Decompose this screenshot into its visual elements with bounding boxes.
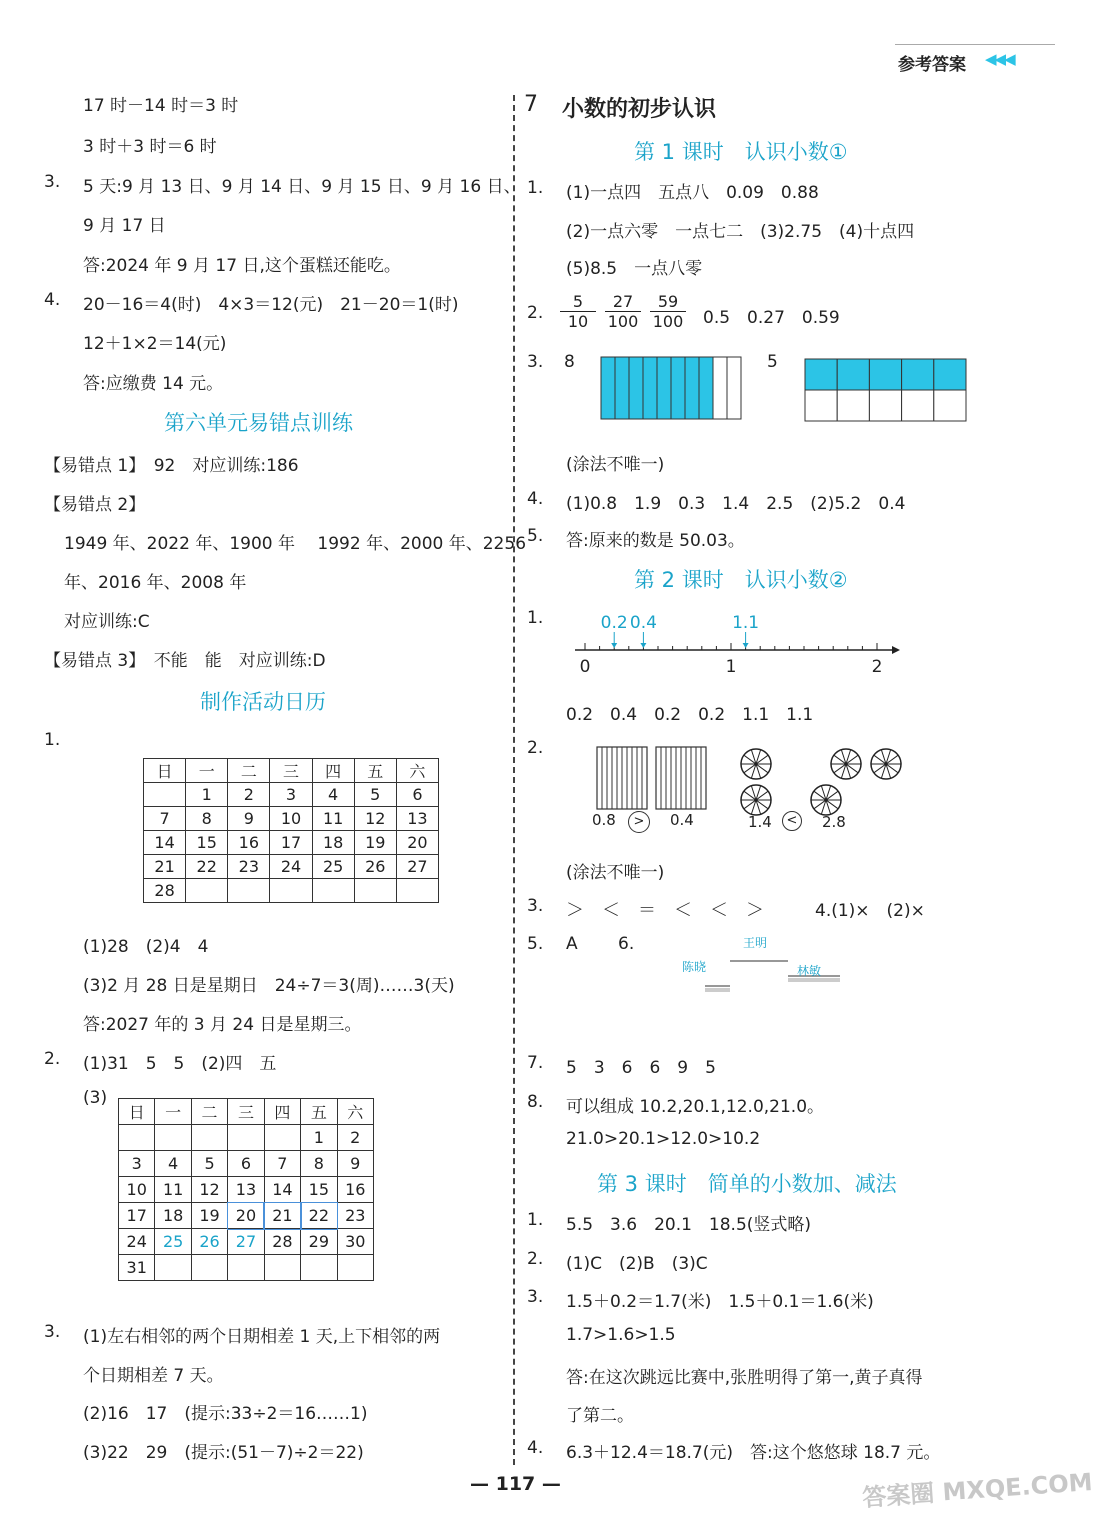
fraction-numerator: 27	[605, 292, 641, 312]
calendar-cell: 14	[264, 1177, 300, 1203]
tick-label: 0	[579, 657, 591, 677]
calendar-cell: 22	[301, 1203, 337, 1229]
cal-q2-number: 2.	[44, 1049, 61, 1069]
cal-q1-a: (1)28 (2)4 4	[83, 937, 209, 957]
calendar-cell: 26	[191, 1229, 227, 1255]
cal-q2-b: (3)	[83, 1088, 108, 1108]
r1-number: 1.	[527, 178, 544, 198]
t2-text: (1)C (2)B (3)C	[566, 1254, 708, 1274]
mark-arrowhead	[640, 643, 646, 648]
calendar-cell	[396, 879, 438, 903]
fraction	[650, 292, 686, 331]
calendar-cell: 27	[396, 855, 438, 879]
s7-text: 5 3 6 6 9 5	[566, 1058, 716, 1078]
r2-number: 2.	[527, 303, 544, 323]
s7-number: 7.	[527, 1053, 544, 1073]
grid-cell	[837, 359, 869, 390]
cal-q2-a: (1)31 5 5 (2)四 五	[83, 1054, 277, 1074]
calendar-cell: 16	[228, 831, 270, 855]
calendar-header-cell: 五	[354, 759, 396, 783]
calendar-cell: 28	[264, 1229, 300, 1255]
calendar-cell: 10	[270, 807, 312, 831]
r3-label-b: 5	[767, 352, 778, 372]
s4-text: 4.(1)× (2)×	[815, 901, 925, 921]
grid-cell	[934, 359, 966, 390]
s8-b: 21.0>20.1>12.0>10.2	[566, 1129, 761, 1149]
calendar-cell: 8	[301, 1151, 337, 1177]
q4-number: 4.	[44, 290, 61, 310]
fraction-denominator: 100	[607, 312, 639, 331]
calendar-cell: 12	[354, 807, 396, 831]
calendar-cell	[228, 1125, 264, 1151]
calendar-cell: 2	[337, 1125, 373, 1151]
grid-cell	[869, 390, 901, 421]
header-arrows-icon: ◀◀◀	[985, 50, 1014, 68]
calendar-row	[119, 1099, 374, 1125]
grid-cell	[902, 359, 934, 390]
q3-answer: 答:2024 年 9 月 17 日,这个蛋糕还能吃。	[83, 256, 401, 276]
wheel-circles	[736, 744, 911, 819]
calendar-header-cell: 五	[301, 1099, 337, 1125]
calendar-row	[119, 1229, 374, 1255]
s2-compare-1: >	[628, 811, 650, 833]
calendar-cell: 26	[354, 855, 396, 879]
grid-cell	[934, 390, 966, 421]
calendar-cell	[337, 1255, 373, 1281]
calendar-cell: 1	[186, 783, 228, 807]
cal-q3-d: (3)22 29 (提示:(51－7)÷2＝22)	[83, 1443, 364, 1463]
calendar-cell	[144, 783, 186, 807]
s3-number: 3.	[527, 896, 544, 916]
mark-label: 1.1	[732, 613, 760, 633]
s3-text: ＞ ＜ ＝ ＜ ＜ ＞	[566, 900, 764, 921]
column-divider	[513, 95, 515, 1465]
grid-cell	[869, 359, 901, 390]
calendar-cell	[119, 1125, 155, 1151]
r5-text: 答:原来的数是 50.03。	[566, 531, 745, 551]
s5-text: A	[566, 934, 578, 954]
lesson-3-title: 第 3 课时 简单的小数加、减法	[597, 1172, 897, 1196]
grid-strip	[657, 357, 671, 419]
s2-right-1: 0.4	[670, 811, 694, 829]
grid-strip	[615, 357, 629, 419]
q4-line-a: 20－16＝4(时) 4×3＝12(元) 21－20＝1(时)	[83, 295, 459, 315]
t1-number: 1.	[527, 1210, 544, 1230]
line-1: 17 时－14 时＝3 时	[83, 96, 239, 116]
t2-number: 2.	[527, 1249, 544, 1269]
s2-number: 2.	[527, 738, 544, 758]
r3-number: 3.	[527, 352, 544, 372]
calendar-cell	[264, 1255, 300, 1281]
calendar-cell: 25	[155, 1229, 191, 1255]
chapter-number: 7	[524, 92, 538, 117]
s2-left-1: 0.8	[592, 811, 616, 829]
calendar-header-cell: 四	[264, 1099, 300, 1125]
error-point-1: 【易错点 1】 92 对应训练:186	[44, 456, 299, 476]
grid-cell	[902, 390, 934, 421]
grid-cell	[805, 359, 837, 390]
header-rule	[895, 44, 1055, 45]
r2-decimals: 0.5 0.27 0.59	[703, 308, 840, 328]
q3-line-b: 9 月 17 日	[83, 216, 166, 236]
calendar-cell: 10	[119, 1177, 155, 1203]
fraction-denominator: 10	[567, 312, 589, 331]
mark-label: 0.4	[629, 613, 657, 633]
calendar-cell	[264, 1125, 300, 1151]
calendar-cell	[228, 879, 270, 903]
calendar-header-cell: 六	[396, 759, 438, 783]
calendar-row	[144, 879, 439, 903]
calendar-cell: 6	[228, 1151, 264, 1177]
calendar-cell: 22	[186, 855, 228, 879]
grid-strip	[601, 357, 615, 419]
s2-compare-2: <	[782, 811, 802, 831]
calendar-cell	[270, 879, 312, 903]
fraction-numerator: 59	[650, 292, 686, 312]
calendar-cell: 20	[396, 831, 438, 855]
podium-second: 陈晓	[682, 960, 707, 974]
podium-figure	[700, 928, 850, 1028]
calendar-cell: 4	[155, 1151, 191, 1177]
podium-third: 林敏	[797, 964, 822, 978]
calendar-cell: 15	[186, 831, 228, 855]
calendar-cell: 18	[312, 831, 354, 855]
calendar-table-1	[143, 758, 439, 903]
calendar-cell	[191, 1255, 227, 1281]
t1-text: 5.5 3.6 20.1 18.5(竖式略)	[566, 1215, 812, 1235]
arrow-icon	[892, 646, 900, 654]
fraction	[560, 292, 596, 331]
r3-note: (涂法不唯一)	[566, 455, 665, 475]
cal-q1-number: 1.	[44, 730, 61, 750]
calendar-cell: 9	[337, 1151, 373, 1177]
calendar-cell: 1	[301, 1125, 337, 1151]
calendar-cell	[186, 879, 228, 903]
calendar-cell	[191, 1125, 227, 1151]
calendar-cell: 30	[337, 1229, 373, 1255]
calendar-cell	[228, 1255, 264, 1281]
calendar-row	[144, 855, 439, 879]
calendar-cell: 11	[312, 807, 354, 831]
error-point-2: 【易错点 2】	[44, 495, 146, 515]
t3-number: 3.	[527, 1287, 544, 1307]
calendar-header-cell: 三	[228, 1099, 264, 1125]
calendar-table-2	[118, 1098, 374, 1281]
r1-c: (5)8.5 一点八零	[566, 259, 703, 279]
cal-q1-answer: 答:2027 年的 3 月 24 日是星期三。	[83, 1015, 362, 1035]
mark-label: 0.2	[600, 613, 628, 633]
calendar-cell: 12	[191, 1177, 227, 1203]
calendar-cell: 16	[337, 1177, 373, 1203]
s1-number: 1.	[527, 608, 544, 628]
calendar-row	[119, 1125, 374, 1151]
r5-number: 5.	[527, 526, 544, 546]
s1-answer: 0.2 0.4 0.2 0.2 1.1 1.1	[566, 705, 814, 725]
calendar-header-cell: 四	[312, 759, 354, 783]
calendar-cell: 8	[186, 807, 228, 831]
podium-first: 王明	[743, 936, 768, 950]
tick-label: 2	[871, 657, 883, 677]
s8-a: 可以组成 10.2,20.1,12.0,21.0。	[566, 1097, 825, 1117]
calendar-cell: 20	[228, 1203, 264, 1229]
cal-q1-b: (3)2 月 28 日是星期日 24÷7＝3(周)……3(天)	[83, 976, 455, 996]
error-point-2-c: 对应训练:C	[64, 612, 150, 632]
t3-d: 了第二。	[566, 1406, 634, 1426]
section-unit6-title: 第六单元易错点训练	[164, 411, 353, 435]
calendar-cell: 24	[270, 855, 312, 879]
striped-squares	[596, 746, 726, 810]
fraction-numerator: 5	[560, 292, 596, 312]
calendar-row	[144, 783, 439, 807]
line-2: 3 时＋3 时＝6 时	[83, 137, 217, 157]
calendar-cell: 17	[270, 831, 312, 855]
r3-label-a: 8	[564, 352, 575, 372]
q3-number: 3.	[44, 172, 61, 192]
calendar-cell: 7	[144, 807, 186, 831]
calendar-cell	[354, 879, 396, 903]
error-point-3: 【易错点 3】 不能 能 对应训练:D	[44, 651, 326, 671]
grid-strip	[643, 357, 657, 419]
cal-q3-b: 个日期相差 7 天。	[83, 1366, 224, 1386]
calendar-cell	[155, 1125, 191, 1151]
calendar-cell	[301, 1255, 337, 1281]
calendar-cell: 2	[228, 783, 270, 807]
calendar-cell	[312, 879, 354, 903]
r4-number: 4.	[527, 489, 544, 509]
lesson-2-title: 第 2 课时 认识小数②	[634, 568, 848, 592]
grid-strip	[727, 357, 741, 419]
t3-b: 1.7>1.6>1.5	[566, 1325, 676, 1345]
grid-strip	[629, 357, 643, 419]
calendar-cell: 21	[144, 855, 186, 879]
watermark: 答案圈 MXQE.COM	[861, 1467, 1094, 1513]
fraction-denominator: 100	[652, 312, 684, 331]
calendar-cell: 23	[337, 1203, 373, 1229]
calendar-header-cell: 二	[191, 1099, 227, 1125]
section-calendar-title: 制作活动日历	[200, 690, 326, 714]
calendar-cell: 21	[264, 1203, 300, 1229]
calendar-cell: 3	[270, 783, 312, 807]
t3-c: 答:在这次跳远比赛中,张胜明得了第一,黄子真得	[566, 1368, 923, 1388]
mark-arrowhead	[743, 643, 749, 648]
grid-strip	[685, 357, 699, 419]
calendar-cell: 17	[119, 1203, 155, 1229]
calendar-header-cell: 六	[337, 1099, 373, 1125]
calendar-row	[144, 759, 439, 783]
calendar-cell: 23	[228, 855, 270, 879]
calendar-cell: 14	[144, 831, 186, 855]
error-point-2-b: 年、2016 年、2008 年	[64, 573, 247, 593]
grid-strip	[713, 357, 727, 419]
calendar-cell: 25	[312, 855, 354, 879]
calendar-cell: 19	[191, 1203, 227, 1229]
q3-line-a: 5 天:9 月 13 日、9 月 14 日、9 月 15 日、9 月 16 日、	[83, 177, 521, 197]
t4-text: 6.3＋12.4＝18.7(元) 答:这个悠悠球 18.7 元。	[566, 1443, 941, 1463]
calendar-header-cell: 三	[270, 759, 312, 783]
calendar-cell: 3	[119, 1151, 155, 1177]
header-title: 参考答案	[898, 55, 966, 75]
number-line	[570, 610, 900, 678]
tenths-grid-horizontal	[804, 358, 967, 422]
calendar-header-cell: 日	[119, 1099, 155, 1125]
calendar-header-cell: 日	[144, 759, 186, 783]
calendar-cell	[155, 1255, 191, 1281]
calendar-cell: 4	[312, 783, 354, 807]
calendar-cell: 15	[301, 1177, 337, 1203]
error-point-2-a: 1949 年、2022 年、1900 年 1992 年、2000 年、2256	[64, 534, 527, 554]
calendar-cell: 11	[155, 1177, 191, 1203]
calendar-cell: 5	[191, 1151, 227, 1177]
fraction	[605, 292, 641, 331]
calendar-header-cell: 二	[228, 759, 270, 783]
lesson-1-title: 第 1 课时 认识小数①	[634, 140, 848, 164]
calendar-cell: 29	[301, 1229, 337, 1255]
calendar-cell: 18	[155, 1203, 191, 1229]
cal-q3-a: (1)左右相邻的两个日期相差 1 天,上下相邻的两	[83, 1327, 441, 1347]
calendar-row	[144, 807, 439, 831]
s2-left-2: 1.4	[748, 813, 772, 831]
calendar-cell: 28	[144, 879, 186, 903]
chapter-title: 小数的初步认识	[562, 97, 717, 122]
r1-a: (1)一点四 五点八 0.09 0.88	[566, 183, 819, 203]
grid-strip	[699, 357, 713, 419]
cal-q3-c: (2)16 17 (提示:33÷2＝16……1)	[83, 1404, 368, 1424]
s5-number: 5.	[527, 934, 544, 954]
r1-b: (2)一点六零 一点七二 (3)2.75 (4)十点四	[566, 222, 915, 242]
grid-cell	[805, 390, 837, 421]
calendar-row	[119, 1177, 374, 1203]
calendar-cell: 13	[396, 807, 438, 831]
r4-text: (1)0.8 1.9 0.3 1.4 2.5 (2)5.2 0.4	[566, 494, 906, 514]
tick-label: 1	[725, 657, 737, 677]
tenths-grid-vertical	[600, 356, 742, 420]
page-number: — 117 —	[470, 1473, 561, 1495]
calendar-cell: 19	[354, 831, 396, 855]
t4-number: 4.	[527, 1438, 544, 1458]
q4-line-b: 12＋1×2＝14(元)	[83, 334, 227, 354]
calendar-cell: 27	[228, 1229, 264, 1255]
calendar-row	[119, 1151, 374, 1177]
calendar-row	[144, 831, 439, 855]
calendar-cell: 9	[228, 807, 270, 831]
calendar-cell: 31	[119, 1255, 155, 1281]
s6-number: 6.	[618, 934, 635, 954]
cal-q3-number: 3.	[44, 1322, 61, 1342]
calendar-cell: 7	[264, 1151, 300, 1177]
calendar-cell: 13	[228, 1177, 264, 1203]
q4-answer: 答:应缴费 14 元。	[83, 374, 224, 394]
calendar-header-cell: 一	[186, 759, 228, 783]
calendar-cell: 5	[354, 783, 396, 807]
s2-note: (涂法不唯一)	[566, 863, 665, 883]
calendar-cell: 6	[396, 783, 438, 807]
calendar-cell: 24	[119, 1229, 155, 1255]
t3-a: 1.5＋0.2＝1.7(米) 1.5＋0.1＝1.6(米)	[566, 1292, 874, 1312]
grid-cell	[837, 390, 869, 421]
grid-strip	[671, 357, 685, 419]
calendar-header-cell: 一	[155, 1099, 191, 1125]
calendar-row	[119, 1255, 374, 1281]
s2-right-2: 2.8	[822, 813, 846, 831]
mark-arrowhead	[611, 643, 617, 648]
calendar-row	[119, 1203, 374, 1229]
s8-number: 8.	[527, 1092, 544, 1112]
